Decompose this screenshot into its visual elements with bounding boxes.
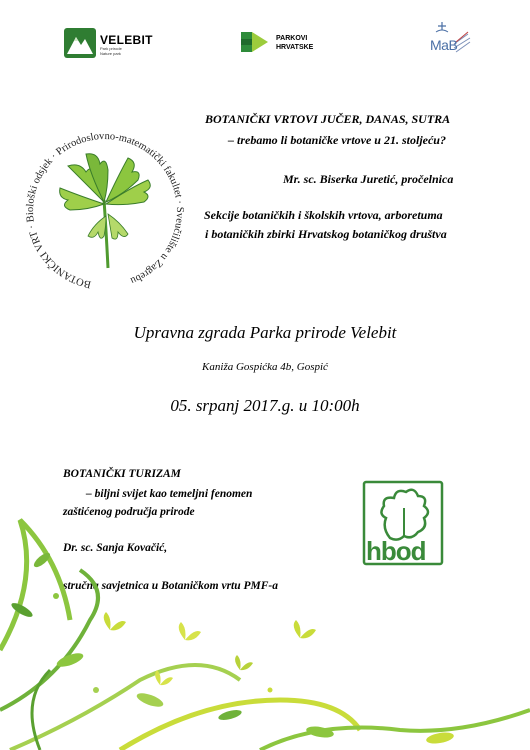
velebit-mountain-icon: [64, 28, 96, 58]
venue-address: Kaniža Gospićka 4b, Gospić: [202, 361, 328, 373]
fern-plant-icon: [20, 118, 190, 298]
velebit-logo-subtitle: Park prirode Nature park: [100, 46, 122, 56]
decor-dot: [53, 593, 59, 599]
leaf-shape: [425, 731, 454, 746]
leaf-shape: [217, 708, 242, 722]
lecture2-subtitle-line1: – biljni svijet kao temeljni fenomen: [86, 488, 253, 500]
decorative-floral-border: [0, 500, 530, 750]
mab-logo-text: MaB: [430, 37, 458, 53]
decor-dot: [268, 688, 273, 693]
parkovi-hrvatske-icon: [240, 30, 270, 54]
lecture1-org-line1: Sekcije botaničkih i školskih vrtova, arboretuma: [204, 208, 443, 222]
parkovi-hrvatske-name: PARKOVI HRVATSKE: [276, 35, 314, 51]
butterfly-icon: [294, 620, 316, 638]
lecture1-speaker: Mr. sc. Biserka Juretić, pročelnica: [283, 172, 454, 186]
vine-swirl: [260, 710, 530, 750]
lecture2-speaker: Dr. sc. Sanja Kovačić,: [63, 542, 168, 554]
lecture2-subtitle-line2: zaštićenog područja prirode: [63, 506, 195, 518]
hbod-logo-text: hbod: [366, 536, 426, 566]
lecture1-title: BOTANIČKI VRTOVI JUČER, DANAS, SUTRA: [205, 112, 451, 126]
vine-swirl: [120, 700, 360, 750]
lecture2-title: BOTANIČKI TURIZAM: [63, 468, 181, 480]
velebit-logo-name: VELEBIT: [100, 33, 153, 47]
event-date: 05. srpanj 2017.g. u 10:00h: [170, 396, 360, 415]
lecture2-role: stručna savjetnica u Botaničkom vrtu PMF-a: [63, 580, 279, 592]
vine-swirl: [0, 520, 70, 650]
butterfly-icon: [104, 612, 126, 630]
lecture1-org-line2: i botaničkih zbirki Hrvatskog botaničkog društva: [205, 227, 447, 241]
leaf-shape: [305, 725, 334, 740]
vine-swirl: [0, 570, 98, 710]
venue-name: Upravna zgrada Parka prirode Velebit: [133, 323, 397, 342]
decor-dot: [93, 687, 99, 693]
butterfly-icon: [155, 670, 173, 685]
seal-ring-text: BOTANIČKI VRT · Biološki odsjek · Prirodoslovno-matematički fakultet · Sveučilište u Zagrebu: [24, 130, 186, 290]
lecture1-subtitle: – trebamo li botaničke vrtove u 21. stoljeću?: [228, 133, 446, 147]
leaf-shape: [135, 691, 165, 710]
butterfly-icon: [235, 655, 253, 670]
butterfly-icon: [179, 622, 201, 640]
